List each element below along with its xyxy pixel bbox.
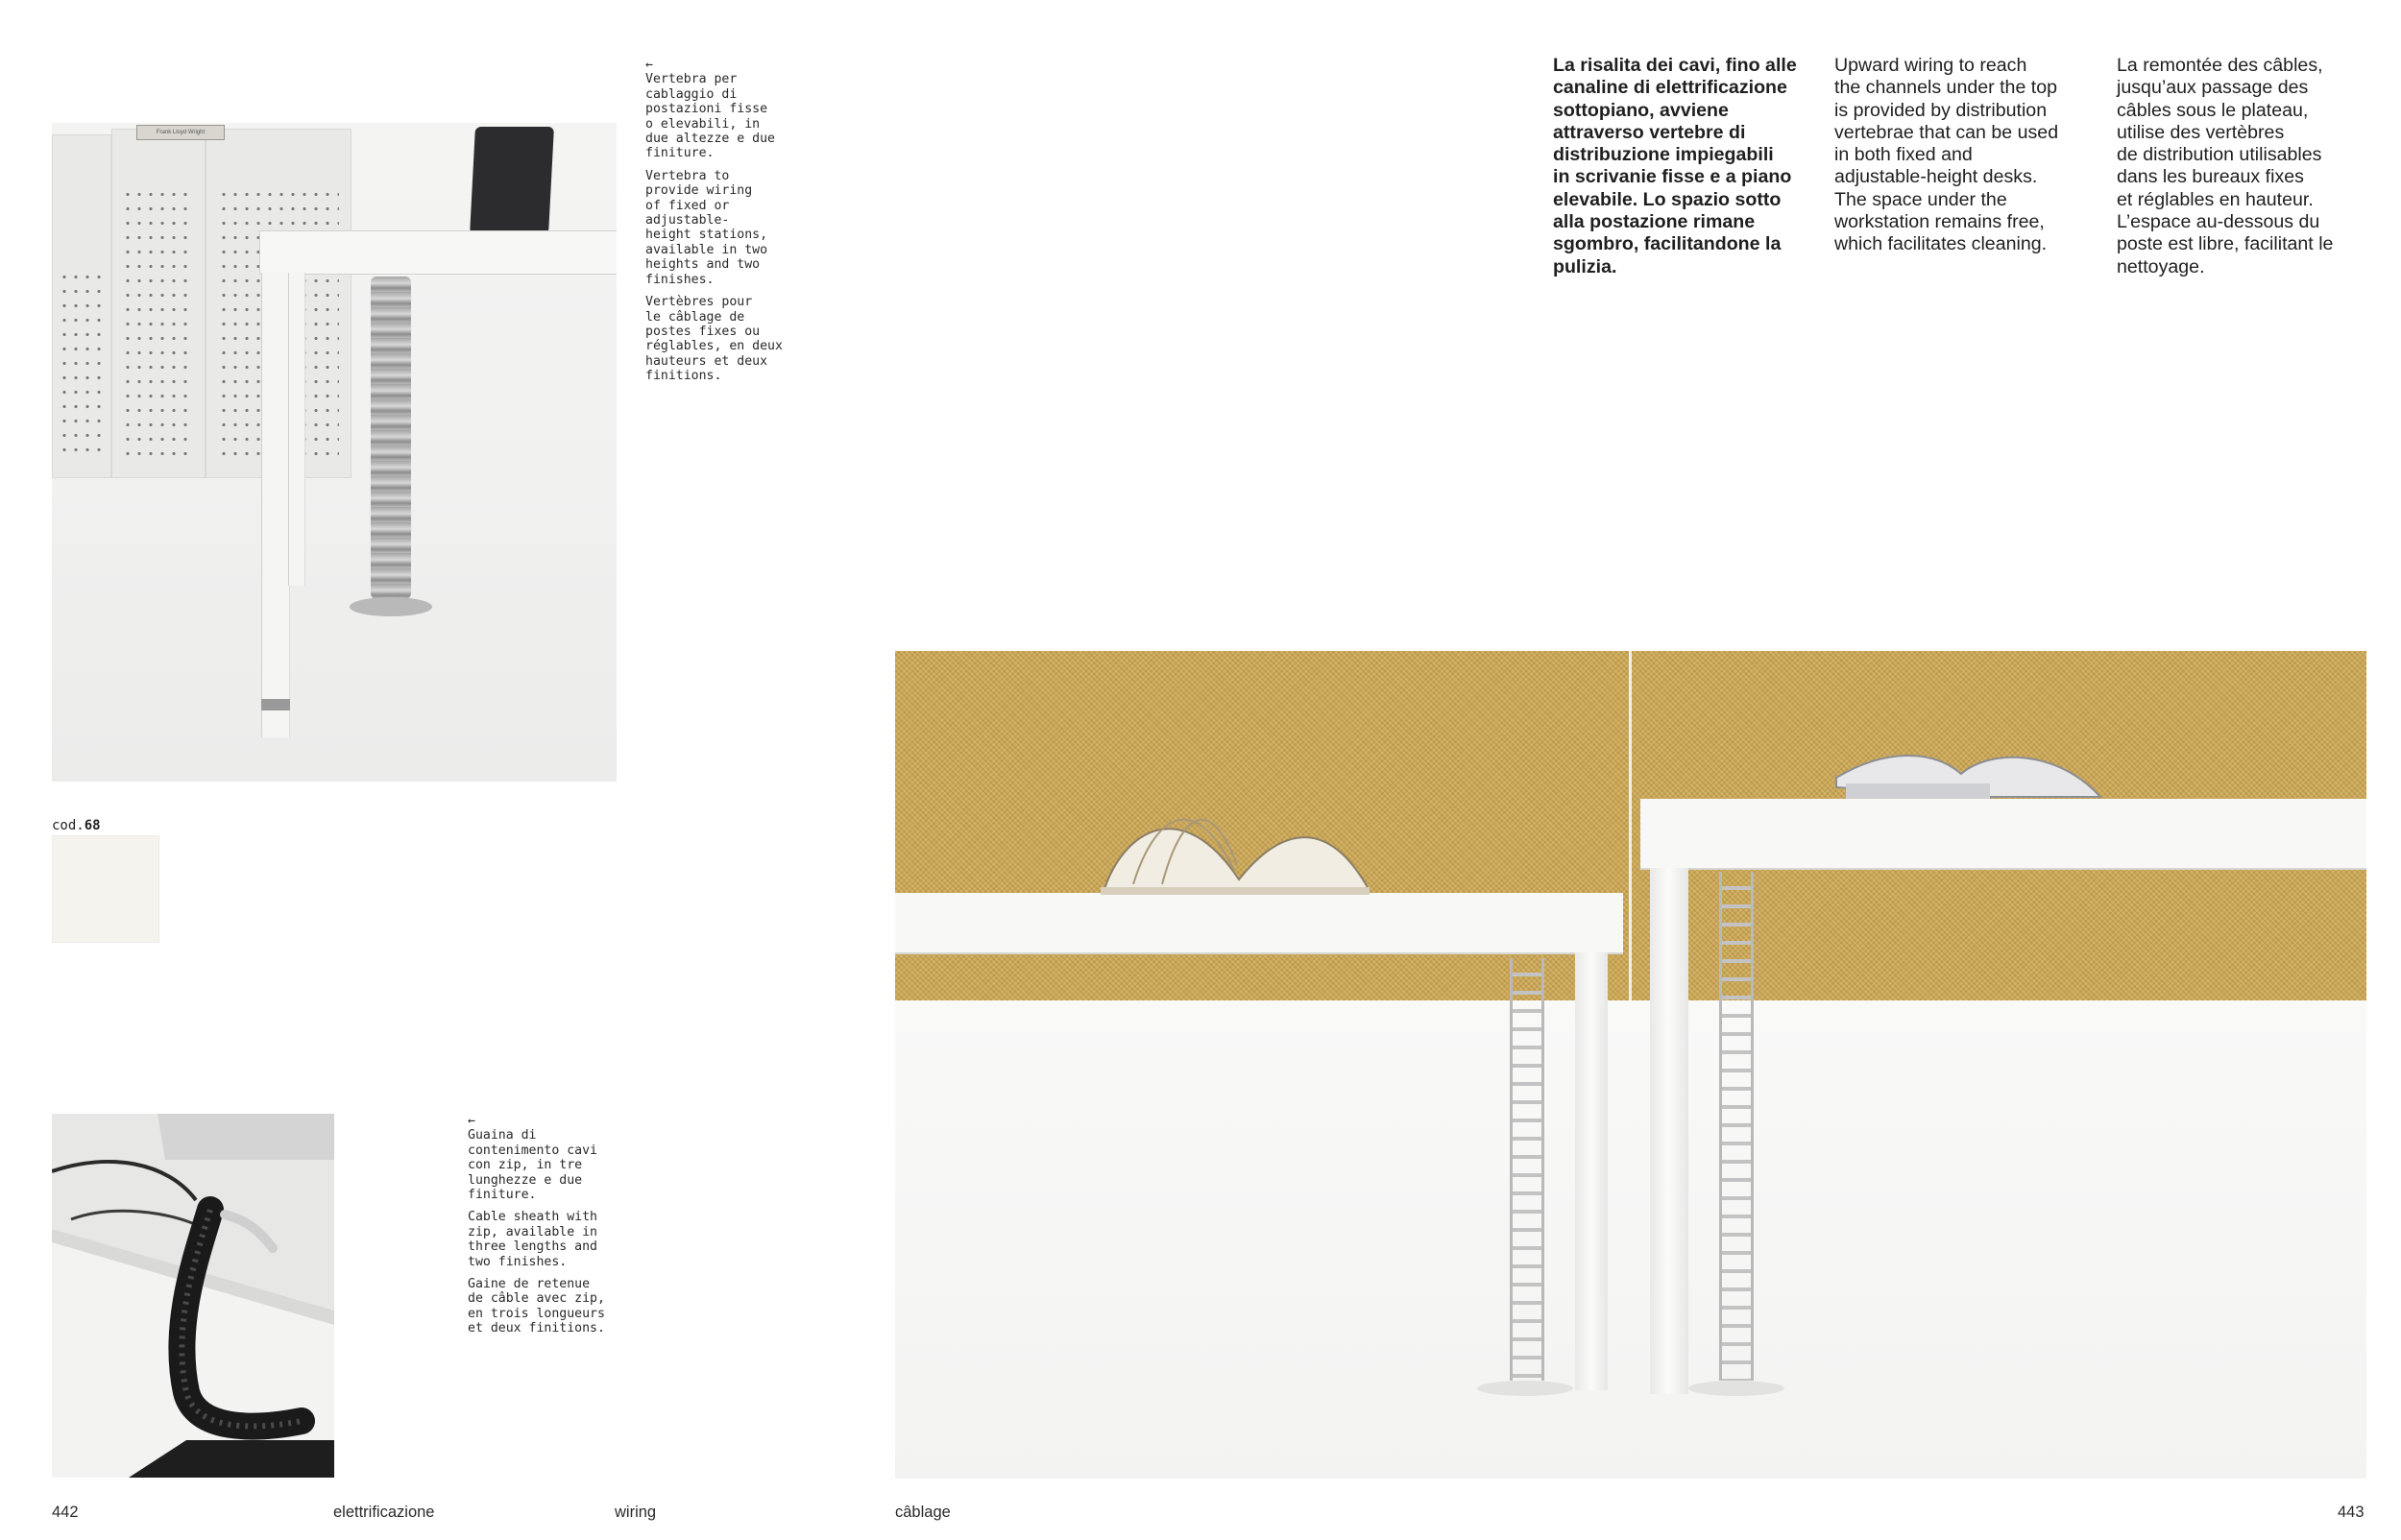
desk-high-top [1640,799,2366,870]
vertebra-base [350,597,432,616]
main-photo [895,651,2366,1479]
desk-low-top [895,893,1623,954]
caption-english: Cable sheath with zip, available in three lengths and two finishes. [468,1210,597,1269]
cable-sheath-illustration [52,1114,334,1478]
caption-arrow-icon: ← [468,1114,475,1128]
vertebra-caption [645,58,799,392]
finish-swatch [52,835,159,943]
desk-leg-back [288,273,305,586]
vertebra-base-high [1688,1381,1784,1396]
cable-sheath-photo [52,1114,334,1478]
open-book [1095,774,1373,899]
floor [895,1000,2366,1479]
vertebra-photo [52,123,617,782]
cable-vertebra-low [1510,958,1544,1381]
page-number-right: 443 [2338,1504,2365,1521]
vertebra-base-low [1477,1381,1573,1396]
desk-high-leg [1650,868,1688,1394]
cabinet-middle [111,129,206,478]
caption-english: Vertebra to provide wiring of fixed or adjustable- height stations, available in two heights and two finishes. [645,168,768,287]
cable-vertebra [371,277,411,599]
magazine [1827,739,2105,803]
caption-italian: Vertebra per cablaggio di postazioni fisse o elevabili, in due altezze e due finiture. [645,72,775,161]
tablet [470,127,554,234]
cabinet-left [52,134,111,478]
intro-text-french: La remontée des câbles, jusqu’aux passage des câbles sous le plateau, utilise des vertèbres de distribution utilisables dans les bureaux fixes et réglables en hauteur. L’espace au-dessous du poste est libre, facilitant le nettoyage. [2117,55,2334,277]
cable-vertebra-high [1719,872,1754,1381]
leg-foot [261,699,290,710]
footer-section-french: câblage [895,1504,951,1521]
floor [52,545,617,782]
finish-code [52,818,101,833]
book-on-cabinet: Frank Lloyd Wright [136,125,225,140]
page-number-left: 442 [52,1504,79,1521]
finish-code-prefix: cod. [52,818,85,833]
caption-french: Vertèbres pour le câblage de postes fixes ou réglables, en deux hauteurs et deux finitions. [645,295,783,384]
panel-divider [1629,651,1632,1000]
footer-section-english: wiring [615,1504,657,1521]
sheath-caption [468,1114,621,1344]
intro-text-italian: La risalita dei cavi, fino alle canaline di elettrificazione sottopiano, avviene attraverso vertebre di distribuzione impiegabili in scrivanie fisse e a piano elevabile. Lo spazio sotto alla postazione rimane sgombro, facilitandone la pulizia. [1553,55,1797,277]
desk-low-leg [1575,952,1608,1390]
intro-text-english: Upward wiring to reach the channels under the top is provided by distribution vertebrae that can be used in both fixed and adjustable-height desks. The space under the workstation remains free, which facilitates cleaning. [1834,55,2059,255]
desk-top [259,230,617,275]
footer-section-italian: elettrificazione [333,1504,435,1521]
desk-leg-front [261,273,290,737]
caption-italian: Guaina di contenimento cavi con zip, in tre lunghezze e due finiture. [468,1128,597,1203]
caption-arrow-icon: ← [645,58,653,72]
finish-code-number: 68 [84,818,101,833]
caption-french: Gaine de retenue de câble avec zip, en trois longueurs et deux finitions. [468,1277,605,1336]
